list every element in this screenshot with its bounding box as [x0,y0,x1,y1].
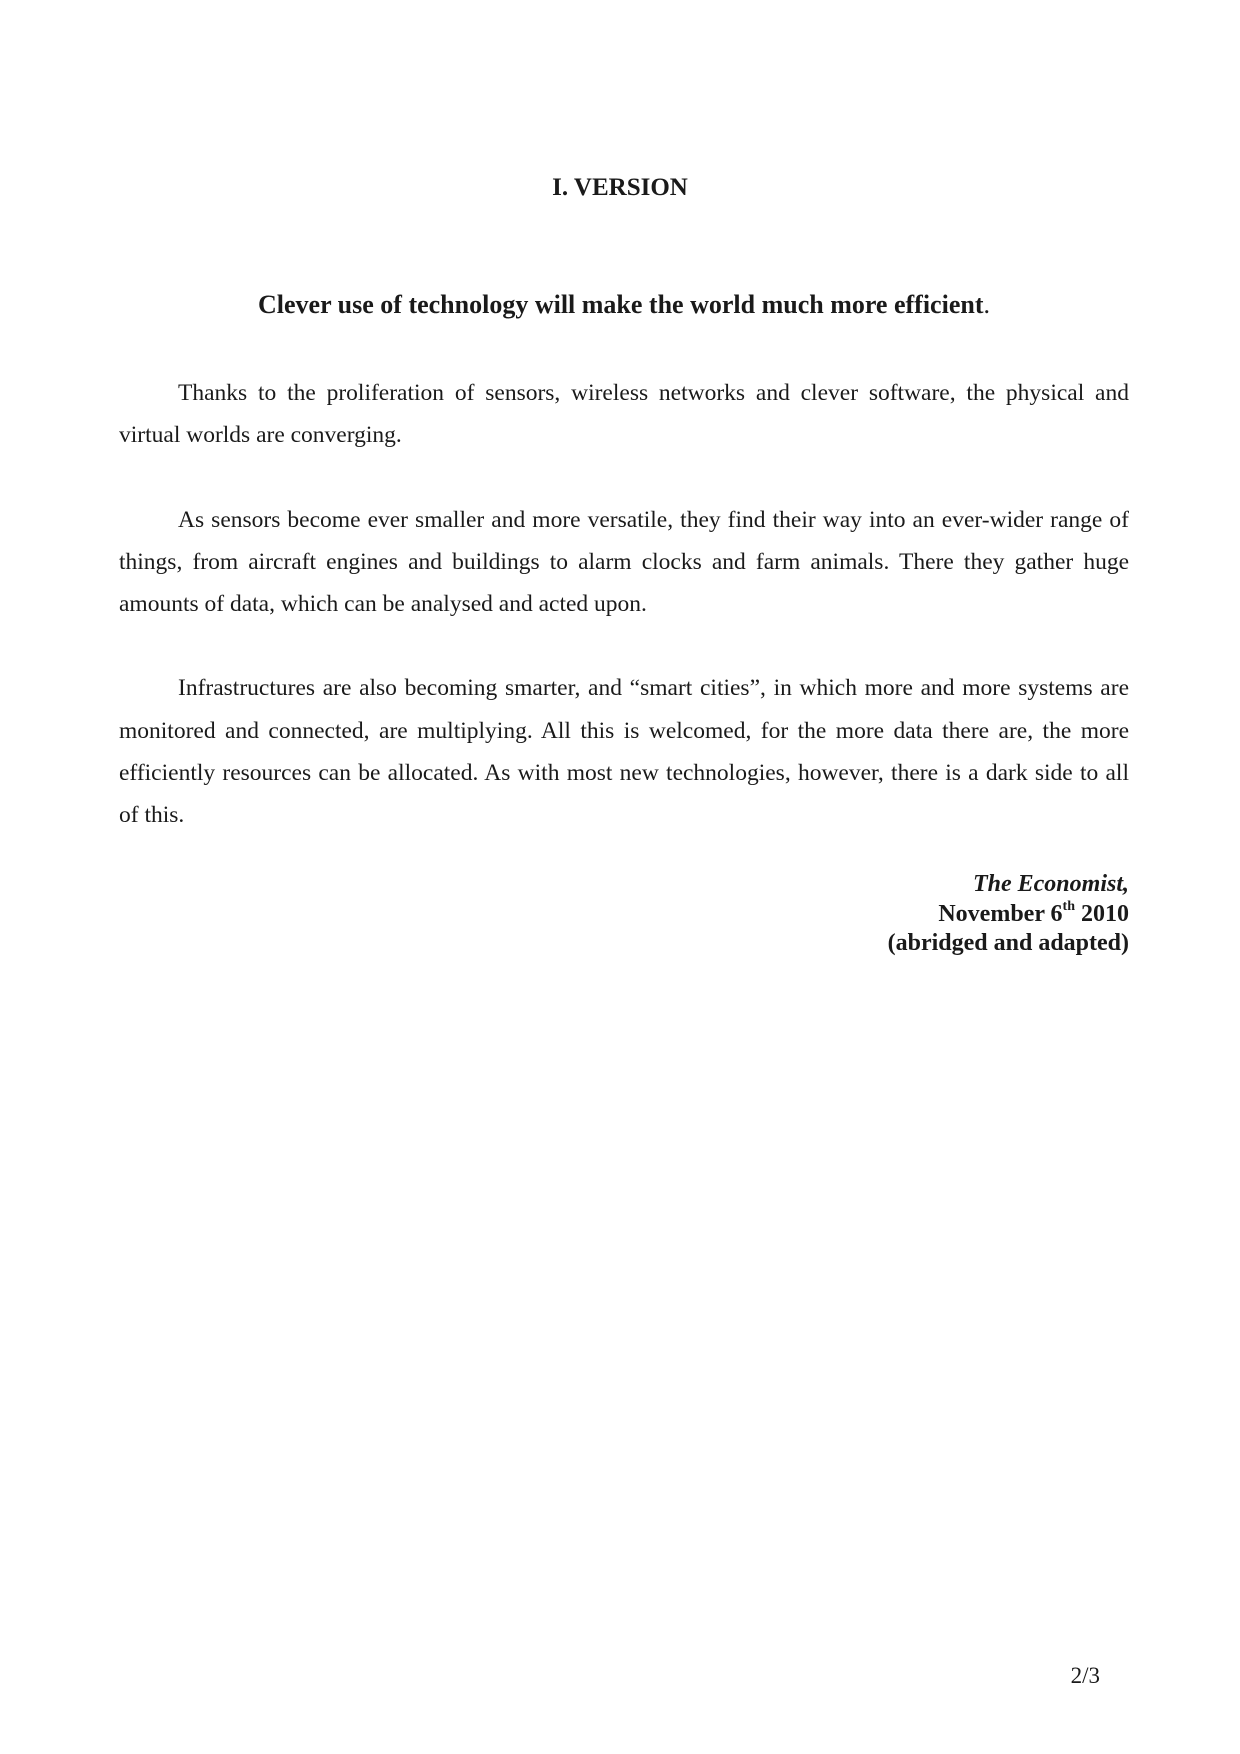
source-citation [888,870,1129,959]
source-date-suffix: th [1062,898,1075,914]
article-headline [119,288,1129,322]
article-body [119,372,1129,879]
version-heading: I. VERSION [552,174,688,201]
source-note: (abridged and adapted) [887,930,1129,956]
paragraph-3: Infrastructures are also becoming smarter, and “smart cities”, in which more and more systems are monitored and connected, are multiplying. All this is welcomed, for the more data there are, the more efficiently resources can be allocated. As with most new technologies, however, there is a dark side to all of this. [119,675,1129,829]
headline-text: Clever use of technology will make the world much more efficient [258,290,984,319]
source-date-prefix: November 6 [938,900,1063,927]
page-number: 2/3 [1070,1663,1100,1688]
headline-period: . [983,290,990,319]
paragraph-1: Thanks to the proliferation of sensors, wireless networks and clever software, the physical and virtual worlds are converging. [119,380,1129,449]
source-publication: The Economist, [972,871,1129,897]
paragraph-2: As sensors become ever smaller and more versatile, they find their way into an ever-wider range of things, from aircraft engines and buildings to alarm clocks and farm animals. There they gather huge amounts of data, which can be analysed and acted upon. [119,506,1129,618]
source-date [888,900,1129,930]
source-date-year: 2010 [1075,900,1129,927]
